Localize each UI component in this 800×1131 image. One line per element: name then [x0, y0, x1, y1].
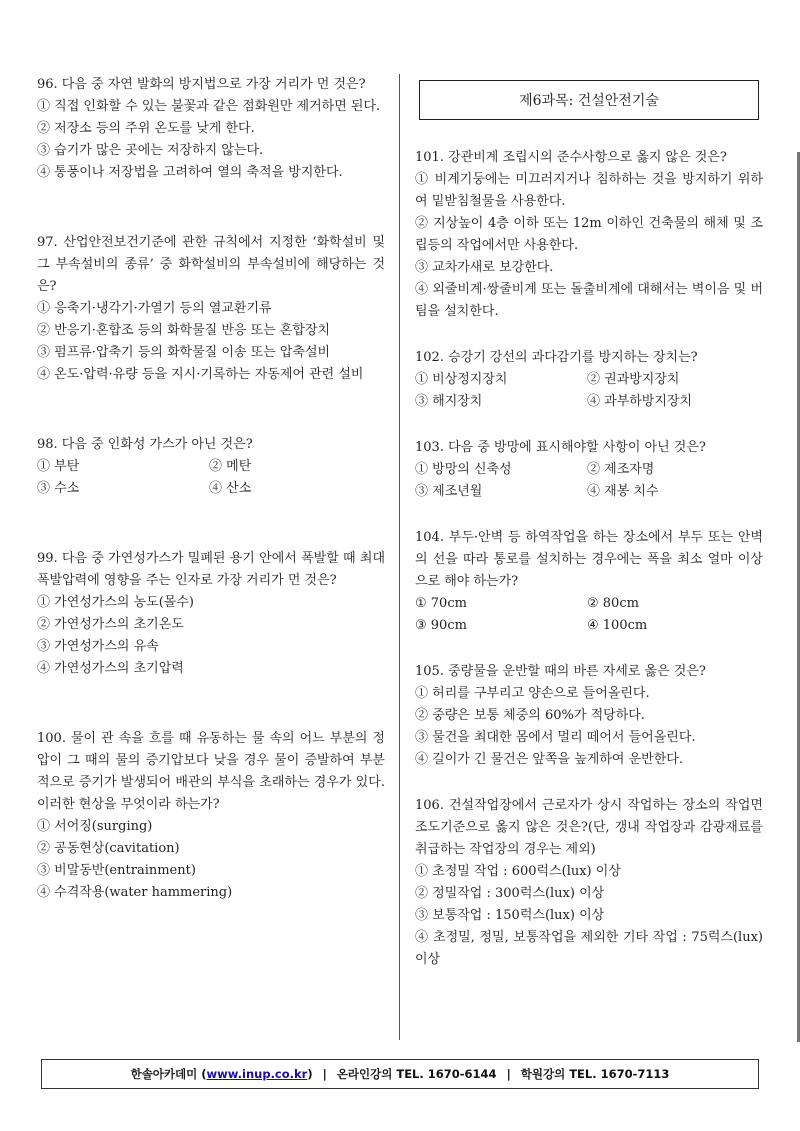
- subject-title: 제6과목: 건설안전기술: [519, 93, 659, 109]
- option: ③ 교차가새로 보강한다.: [415, 260, 554, 275]
- subject-title-box: [419, 80, 759, 120]
- option: ③ 90cm: [415, 618, 467, 633]
- question-stem: 97. 산업안전보건기준에 관한 규칙에서 지정한 ‘화학설비 및 그 부속설비의 종류’ 중 화학설비의 부속설비에 해당하는 것은?: [37, 235, 385, 294]
- question-stem: 98. 다음 중 인화성 가스가 아닌 것은?: [37, 437, 253, 452]
- footer-divider: |: [322, 1067, 327, 1081]
- academy-website-link[interactable]: www.inup.co.kr: [206, 1067, 308, 1081]
- option: ① 방망의 신축성: [415, 462, 512, 477]
- option: ④ 외줄비계·쌍줄비계 또는 돌출비계에 대해서는 벽이음 및 버팀을 설치한다.: [415, 282, 763, 319]
- option: ② 메탄: [209, 459, 252, 474]
- option: ② 저장소 등의 주위 온도를 낮게 한다.: [37, 121, 255, 136]
- column-divider: [399, 74, 400, 1040]
- question-102: [415, 347, 763, 413]
- question-stem: 106. 건설작업장에서 근로자가 상시 작업하는 장소의 작업면 조도기준으로 옳지 않은 것은?(단, 갱내 작업장과 감광재료를 취급하는 작업장의 경우는 제외): [415, 798, 763, 857]
- option: ① 부탄: [37, 459, 80, 474]
- option: ③ 가연성가스의 유속: [37, 639, 159, 654]
- question-stem: 105. 중량물을 운반할 때의 바른 자세로 옳은 것은?: [415, 664, 706, 679]
- option: ② 중량은 보통 체중의 60%가 적당하다.: [415, 708, 645, 723]
- option: ② 제조자명: [587, 462, 655, 477]
- question-103: [415, 437, 763, 503]
- footer-online-tel: 온라인강의 TEL. 1670-6144: [336, 1067, 497, 1081]
- option: ④ 수격작용(water hammering): [37, 885, 233, 900]
- footer-bar: [41, 1059, 759, 1089]
- question-stem: 101. 강관비계 조립시의 준수사항으로 옳지 않은 것은?: [415, 150, 727, 165]
- option: ③ 물건을 최대한 몸에서 멀리 떼어서 들어올린다.: [415, 730, 696, 745]
- option: ③ 해지장치: [415, 394, 483, 409]
- question-stem: 103. 다음 중 방망에 표시해야할 사항이 아닌 것은?: [415, 440, 706, 455]
- footer-offline-tel: 학원강의 TEL. 1670-7113: [520, 1067, 670, 1081]
- option: ④ 초정밀, 정밀, 보통작업을 제외한 기타 작업 : 75럭스(lux) 이상: [415, 930, 763, 967]
- option: ④ 산소: [209, 481, 252, 496]
- question-101: [415, 147, 763, 323]
- option: ③ 비말동반(entrainment): [37, 863, 196, 878]
- option: ① 응축기·냉각기·가열기 등의 열교환기류: [37, 301, 272, 316]
- option: ② 80cm: [587, 596, 639, 611]
- option: ④ 길이가 긴 물건은 앞쪽을 높게하여 운반한다.: [415, 752, 683, 767]
- question-105: [415, 661, 763, 771]
- question-106: [415, 795, 763, 971]
- option: ② 반응기·혼합조 등의 화학물질 반응 또는 혼합장치: [37, 323, 331, 338]
- option: ① 서어징(surging): [37, 819, 153, 834]
- question-100: [37, 728, 385, 904]
- question-stem: 104. 부두·안벽 등 하역작업을 하는 장소에서 부두 또는 안벽의 선을 따라 통로를 설치하는 경우에는 폭을 최소 얼마 이상으로 해야 하는가?: [415, 530, 763, 589]
- question-stem: 102. 승강기 강선의 과다감기를 방지하는 장치는?: [415, 350, 698, 365]
- question-97: [37, 232, 385, 386]
- footer-divider: |: [506, 1067, 511, 1081]
- option: ④ 100cm: [587, 618, 648, 633]
- question-104: [415, 527, 763, 637]
- question-99: [37, 548, 385, 680]
- option: ② 권과방지장치: [587, 372, 680, 387]
- option: ④ 재봉 치수: [587, 484, 659, 499]
- option: ③ 수소: [37, 481, 80, 496]
- question-96: [37, 74, 385, 184]
- option: ② 공동현상(cavitation): [37, 841, 180, 856]
- option: ① 비상정지장치: [415, 372, 508, 387]
- option: ③ 보통작업 : 150럭스(lux) 이상: [415, 908, 605, 923]
- option: ③ 펌프류·압축기 등의 화학물질 이송 또는 압축설비: [37, 345, 331, 360]
- option: ① 비계기둥에는 미끄러지거나 침하하는 것을 방지하기 위하여 밑받침철물을 사용한다.: [415, 172, 763, 209]
- option: ④ 통풍이나 저장법을 고려하여 열의 축적을 방지한다.: [37, 165, 343, 180]
- left-column: [37, 74, 385, 904]
- option: ② 가연성가스의 초기온도: [37, 617, 184, 632]
- question-stem: 99. 다음 중 가연성가스가 밀폐된 용기 안에서 폭발할 때 최대 폭발압력에 영향을 주는 인자로 가장 거리가 먼 것은?: [37, 551, 385, 588]
- footer-academy: 한솔아카데미 (: [130, 1067, 207, 1081]
- option: ③ 습기가 많은 곳에는 저장하지 않는다.: [37, 143, 264, 158]
- right-column: [415, 147, 763, 971]
- option: ④ 가연성가스의 초기압력: [37, 661, 184, 676]
- question-98: [37, 434, 385, 500]
- option: ① 직접 인화할 수 있는 불꽃과 같은 점화원만 제거하면 된다.: [37, 99, 381, 114]
- option: ① 가연성가스의 농도(몰수): [37, 595, 194, 610]
- option: ③ 제조년월: [415, 484, 483, 499]
- option: ② 정밀작업 : 300럭스(lux) 이상: [415, 886, 605, 901]
- option: ① 70cm: [415, 596, 467, 611]
- option: ① 허리를 구부리고 양손으로 들어올린다.: [415, 686, 650, 701]
- question-stem: 100. 물이 관 속을 흐를 때 유동하는 물 속의 어느 부분의 정압이 그 때의 물의 증기압보다 낮을 경우 물이 증발하여 부분적으로 증기가 발생되어 배관의 부식을 초래하는 경우가 있다. 이러한 현상을 무엇이라 하는가?: [37, 731, 385, 812]
- option: ④ 온도·압력·유량 등을 지시·기록하는 자동제어 관련 설비: [37, 367, 364, 382]
- option: ④ 과부하방지장치: [587, 394, 693, 409]
- question-stem: 96. 다음 중 자연 발화의 방지법으로 가장 거리가 먼 것은?: [37, 77, 366, 92]
- footer-close-paren: ): [307, 1067, 313, 1081]
- option: ① 초정밀 작업 : 600럭스(lux) 이상: [415, 864, 621, 879]
- option: ② 지상높이 4층 이하 또는 12m 이하인 건축물의 해체 및 조립등의 작업에서만 사용한다.: [415, 216, 763, 253]
